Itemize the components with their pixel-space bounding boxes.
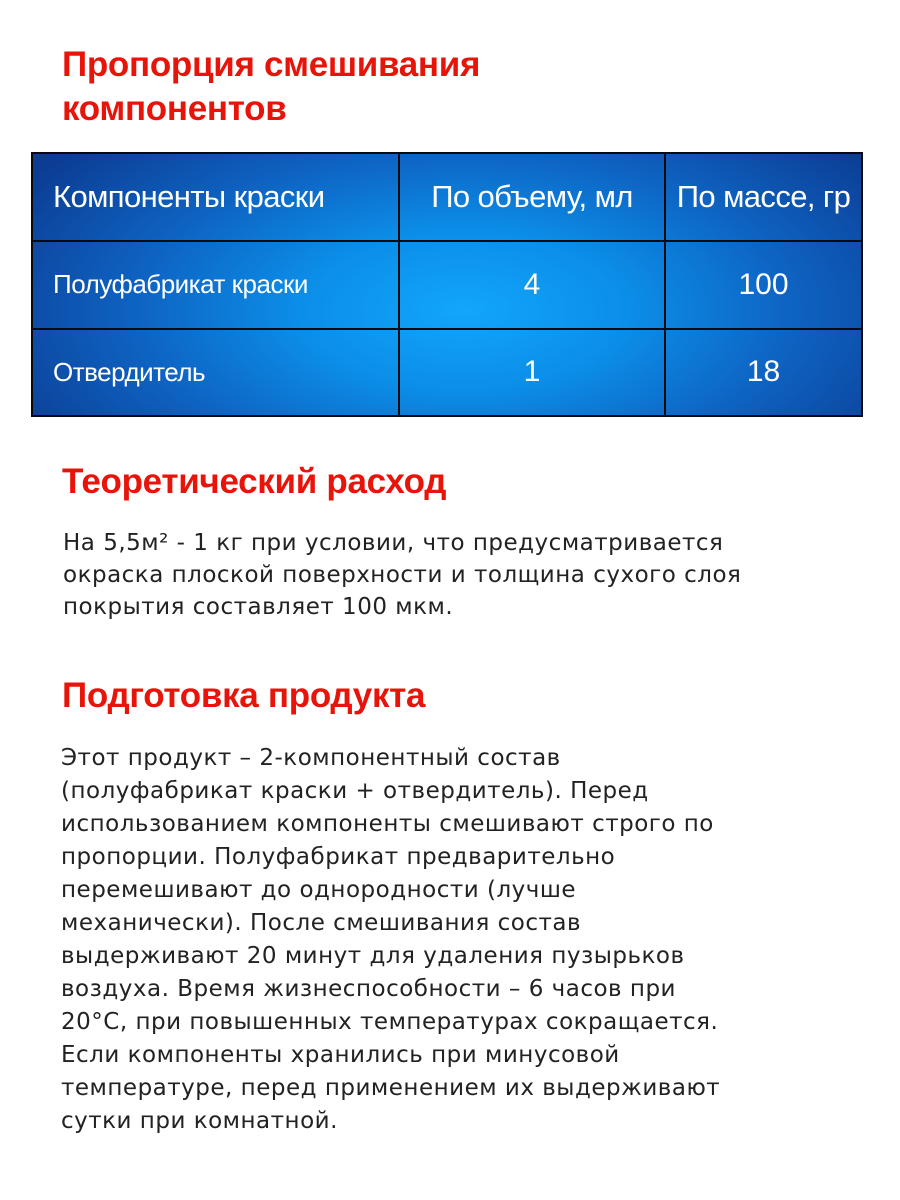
usage-line: На 5,5м² - 1 кг при условии, что предусматривается [63, 530, 724, 556]
prep-line: Этот продукт – 2-компонентный состав [61, 745, 561, 771]
prep-line: сутки при комнатной. [61, 1108, 338, 1134]
prep-line: температуре, перед применением их выдерживают [61, 1075, 721, 1101]
row-component-name: Отвердитель [32, 329, 399, 416]
product-preparation-text [61, 742, 720, 1138]
prep-line: механически). После смешивания состав [61, 910, 582, 936]
prep-line: Если компоненты хранились при минусовой [61, 1042, 620, 1068]
prep-line: пропорции. Полуфабрикат предварительно [61, 844, 616, 870]
theoretical-usage-text [63, 527, 741, 623]
prep-line: перемешивают до однородности (лучше [61, 877, 577, 903]
prep-line: использованием компоненты смешивают строго по [61, 811, 714, 837]
prep-line: 20°С, при повышенных температурах сокращается. [61, 1009, 719, 1035]
row-volume-value: 4 [399, 241, 665, 328]
row-mass-value: 18 [665, 329, 862, 416]
prep-line: (полуфабрикат краски + отвердитель). Перед [61, 778, 649, 804]
mix-proportion-table [31, 152, 863, 417]
prep-line: воздуха. Время жизнеспособности – 6 часов при [61, 976, 676, 1002]
row-component-name: Полуфабрикат краски [32, 241, 399, 328]
table-header-row [32, 153, 862, 241]
usage-line: покрытия составляет 100 мкм. [63, 594, 454, 620]
header-components: Компоненты краски [32, 153, 399, 241]
header-mass: По массе, гр [665, 153, 862, 241]
table-row [32, 241, 862, 328]
theoretical-usage-heading: Теоретический расход [62, 462, 447, 501]
usage-line: окраска плоской поверхности и толщина сухого слоя [63, 562, 742, 588]
mix-proportion-heading: Пропорция смешивания компонентов [62, 45, 481, 128]
prep-line: выдерживают 20 минут для удаления пузырьков [61, 943, 685, 969]
row-mass-value: 100 [665, 241, 862, 328]
product-preparation-heading: Подготовка продукта [62, 676, 426, 715]
row-volume-value: 1 [399, 329, 665, 416]
header-volume: По объему, мл [399, 153, 665, 241]
table-row [32, 329, 862, 416]
